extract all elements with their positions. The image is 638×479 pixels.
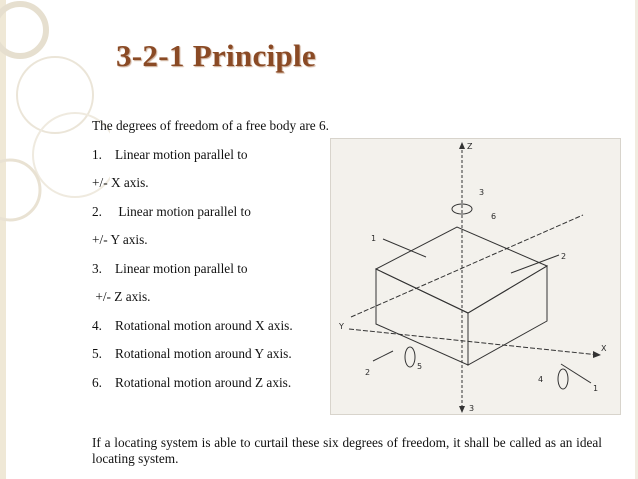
block-right-face (468, 266, 547, 365)
footer-paragraph: If a locating system is able to curtail these six degrees of freedom, it shall be called as an ideal locating system. (92, 435, 602, 466)
item-number: 6. (92, 375, 102, 390)
item-text: +/- Z axis. (92, 289, 151, 304)
z-arrowhead-bottom (459, 406, 465, 413)
arrow-1b (561, 364, 591, 383)
arrow-2 (511, 255, 559, 273)
arrow-2b (373, 351, 393, 361)
degrees-of-freedom-figure (330, 138, 621, 415)
item-text: +/- X axis. (92, 175, 149, 190)
list-item (92, 147, 248, 163)
item-number: 3. (92, 261, 102, 276)
item-text: +/- Y axis. (92, 232, 148, 247)
list-item (92, 346, 292, 362)
item-text: Linear motion parallel to (115, 147, 248, 162)
figure-label: 6 (491, 212, 497, 221)
figure-label: 3 (469, 404, 475, 413)
list-item (92, 375, 291, 391)
item-text: Rotational motion around Y axis. (115, 346, 292, 361)
item-number: 2. (92, 204, 102, 219)
list-item (92, 261, 248, 277)
figure-label: 1 (593, 384, 599, 393)
item-text: Rotational motion around X axis. (115, 318, 293, 333)
item-number: 5. (92, 346, 102, 361)
axis-z-label: Z (467, 142, 473, 151)
item-text: Linear motion parallel to (115, 261, 248, 276)
left-accent-bar (0, 0, 6, 479)
y-axis-line (351, 215, 583, 317)
figure-label: 3 (479, 188, 485, 197)
figure-label: 5 (417, 362, 423, 371)
axis-y-label: Y (339, 322, 344, 331)
x-arrowhead (593, 351, 601, 358)
list-item (92, 232, 148, 248)
list-item (92, 175, 149, 191)
figure-label: 2 (561, 252, 567, 261)
block-diagram (331, 139, 620, 414)
item-number: 4. (92, 318, 102, 333)
block-front-face (376, 269, 468, 365)
intro-text: The degrees of freedom of a free body are 6. (92, 118, 330, 133)
list-item (92, 318, 293, 334)
rotation-y (405, 347, 415, 367)
z-arrowhead (459, 142, 465, 149)
item-number: 1. (92, 147, 102, 162)
slide-title: 3-2-1 Principle (116, 38, 316, 73)
rotation-x (558, 369, 568, 389)
list-item (92, 289, 150, 305)
figure-label: 2 (365, 368, 371, 377)
x-axis-line (349, 329, 599, 355)
figure-label: 1 (371, 234, 377, 243)
item-text: Linear motion parallel to (115, 204, 251, 219)
list-item (92, 204, 251, 220)
axis-x-label: X (601, 344, 607, 353)
item-text: Rotational motion around Z axis. (115, 375, 292, 390)
figure-label: 4 (538, 375, 544, 384)
